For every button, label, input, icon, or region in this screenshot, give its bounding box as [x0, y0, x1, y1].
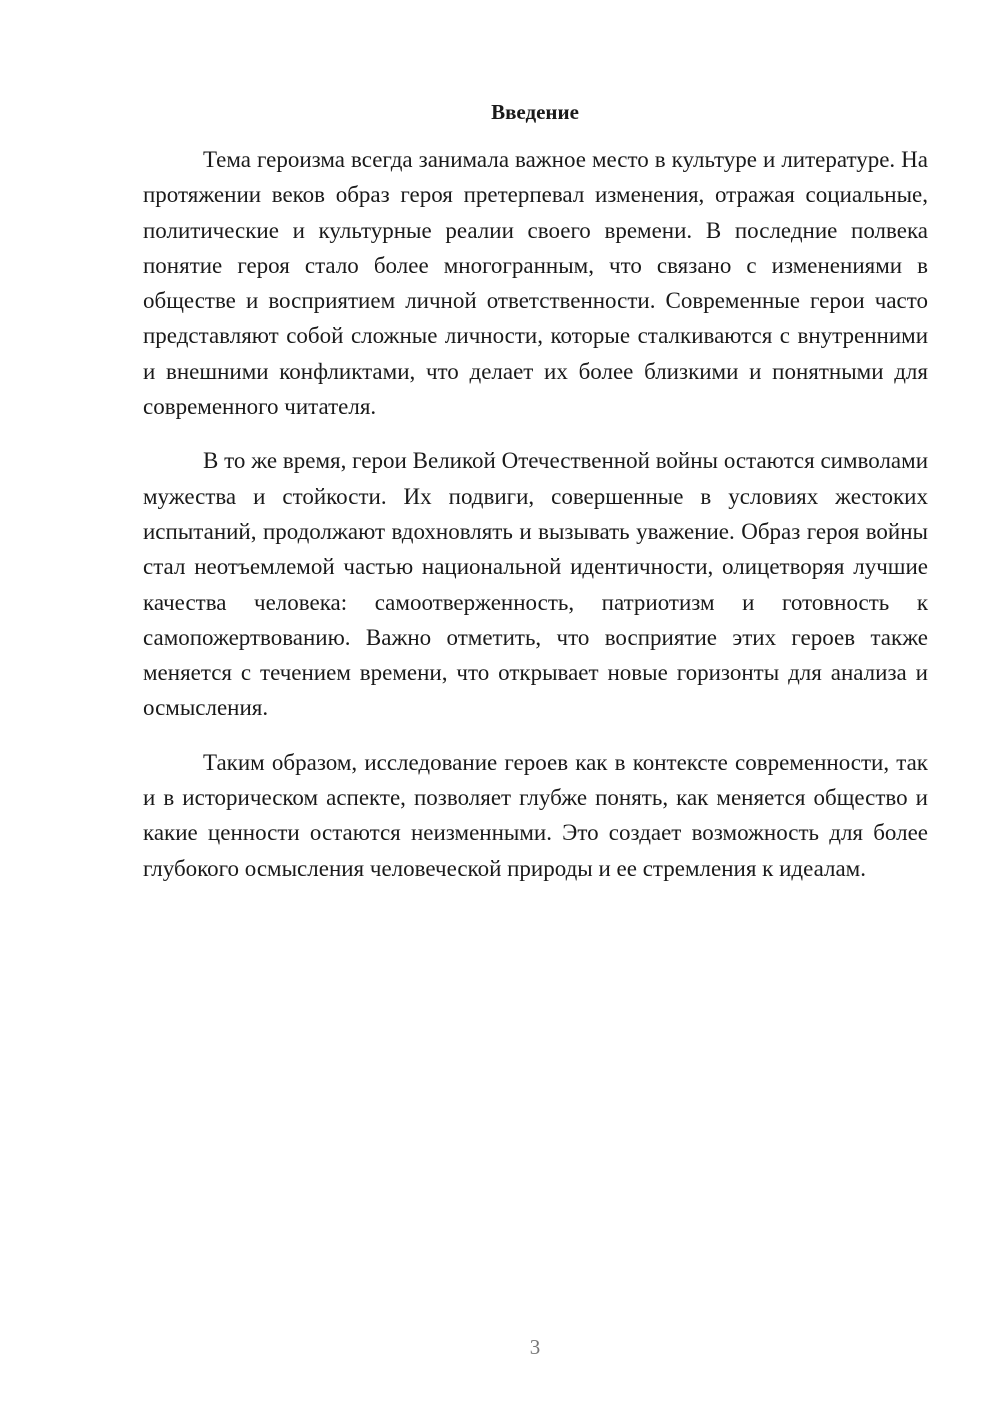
body-text [143, 142, 928, 905]
paragraph-3: Таким образом, исследование героев как в контексте современности, так и в историческом аспекте, позволяет глубже понять, как меняется общество и какие ценности остаются неизменными. Это создает возможность для более глубокого осмысления человеческой природы и ее стремления к идеалам. [143, 749, 928, 881]
paragraph-1: Тема героизма всегда занимала важное место в культуре и литературе. На протяжении веков образ героя претерпевал изменения, отражая социальные, политические и культурные реалии своего времени. В последние полвека понятие героя стало более многогранным, что связано с изменениями в обществе и восприятием личной ответственности. Современные герои часто представляют собой сложные личности, которые сталкиваются с внутренними и внешними конфликтами, что делает их более близкими и понятными для современного читателя. [143, 147, 928, 420]
section-heading: Введение [491, 100, 579, 124]
paragraph-2: В то же время, герои Великой Отечественной войны остаются символами мужества и стойкости. Их подвиги, совершенные в условиях жестоких испытаний, продолжают вдохновлять и вызывать уважение. Образ героя войны стал неотъемлемой частью национальной идентичности, олицетворяя лучшие качества человека: самоотверженность, патриотизм и готовность к самопожертвованию. Важно отметить, что восприятие этих героев также меняется с течением времени, что открывает новые горизонты для анализа и осмысления. [143, 448, 928, 721]
page-number: 3 [529, 1335, 541, 1359]
